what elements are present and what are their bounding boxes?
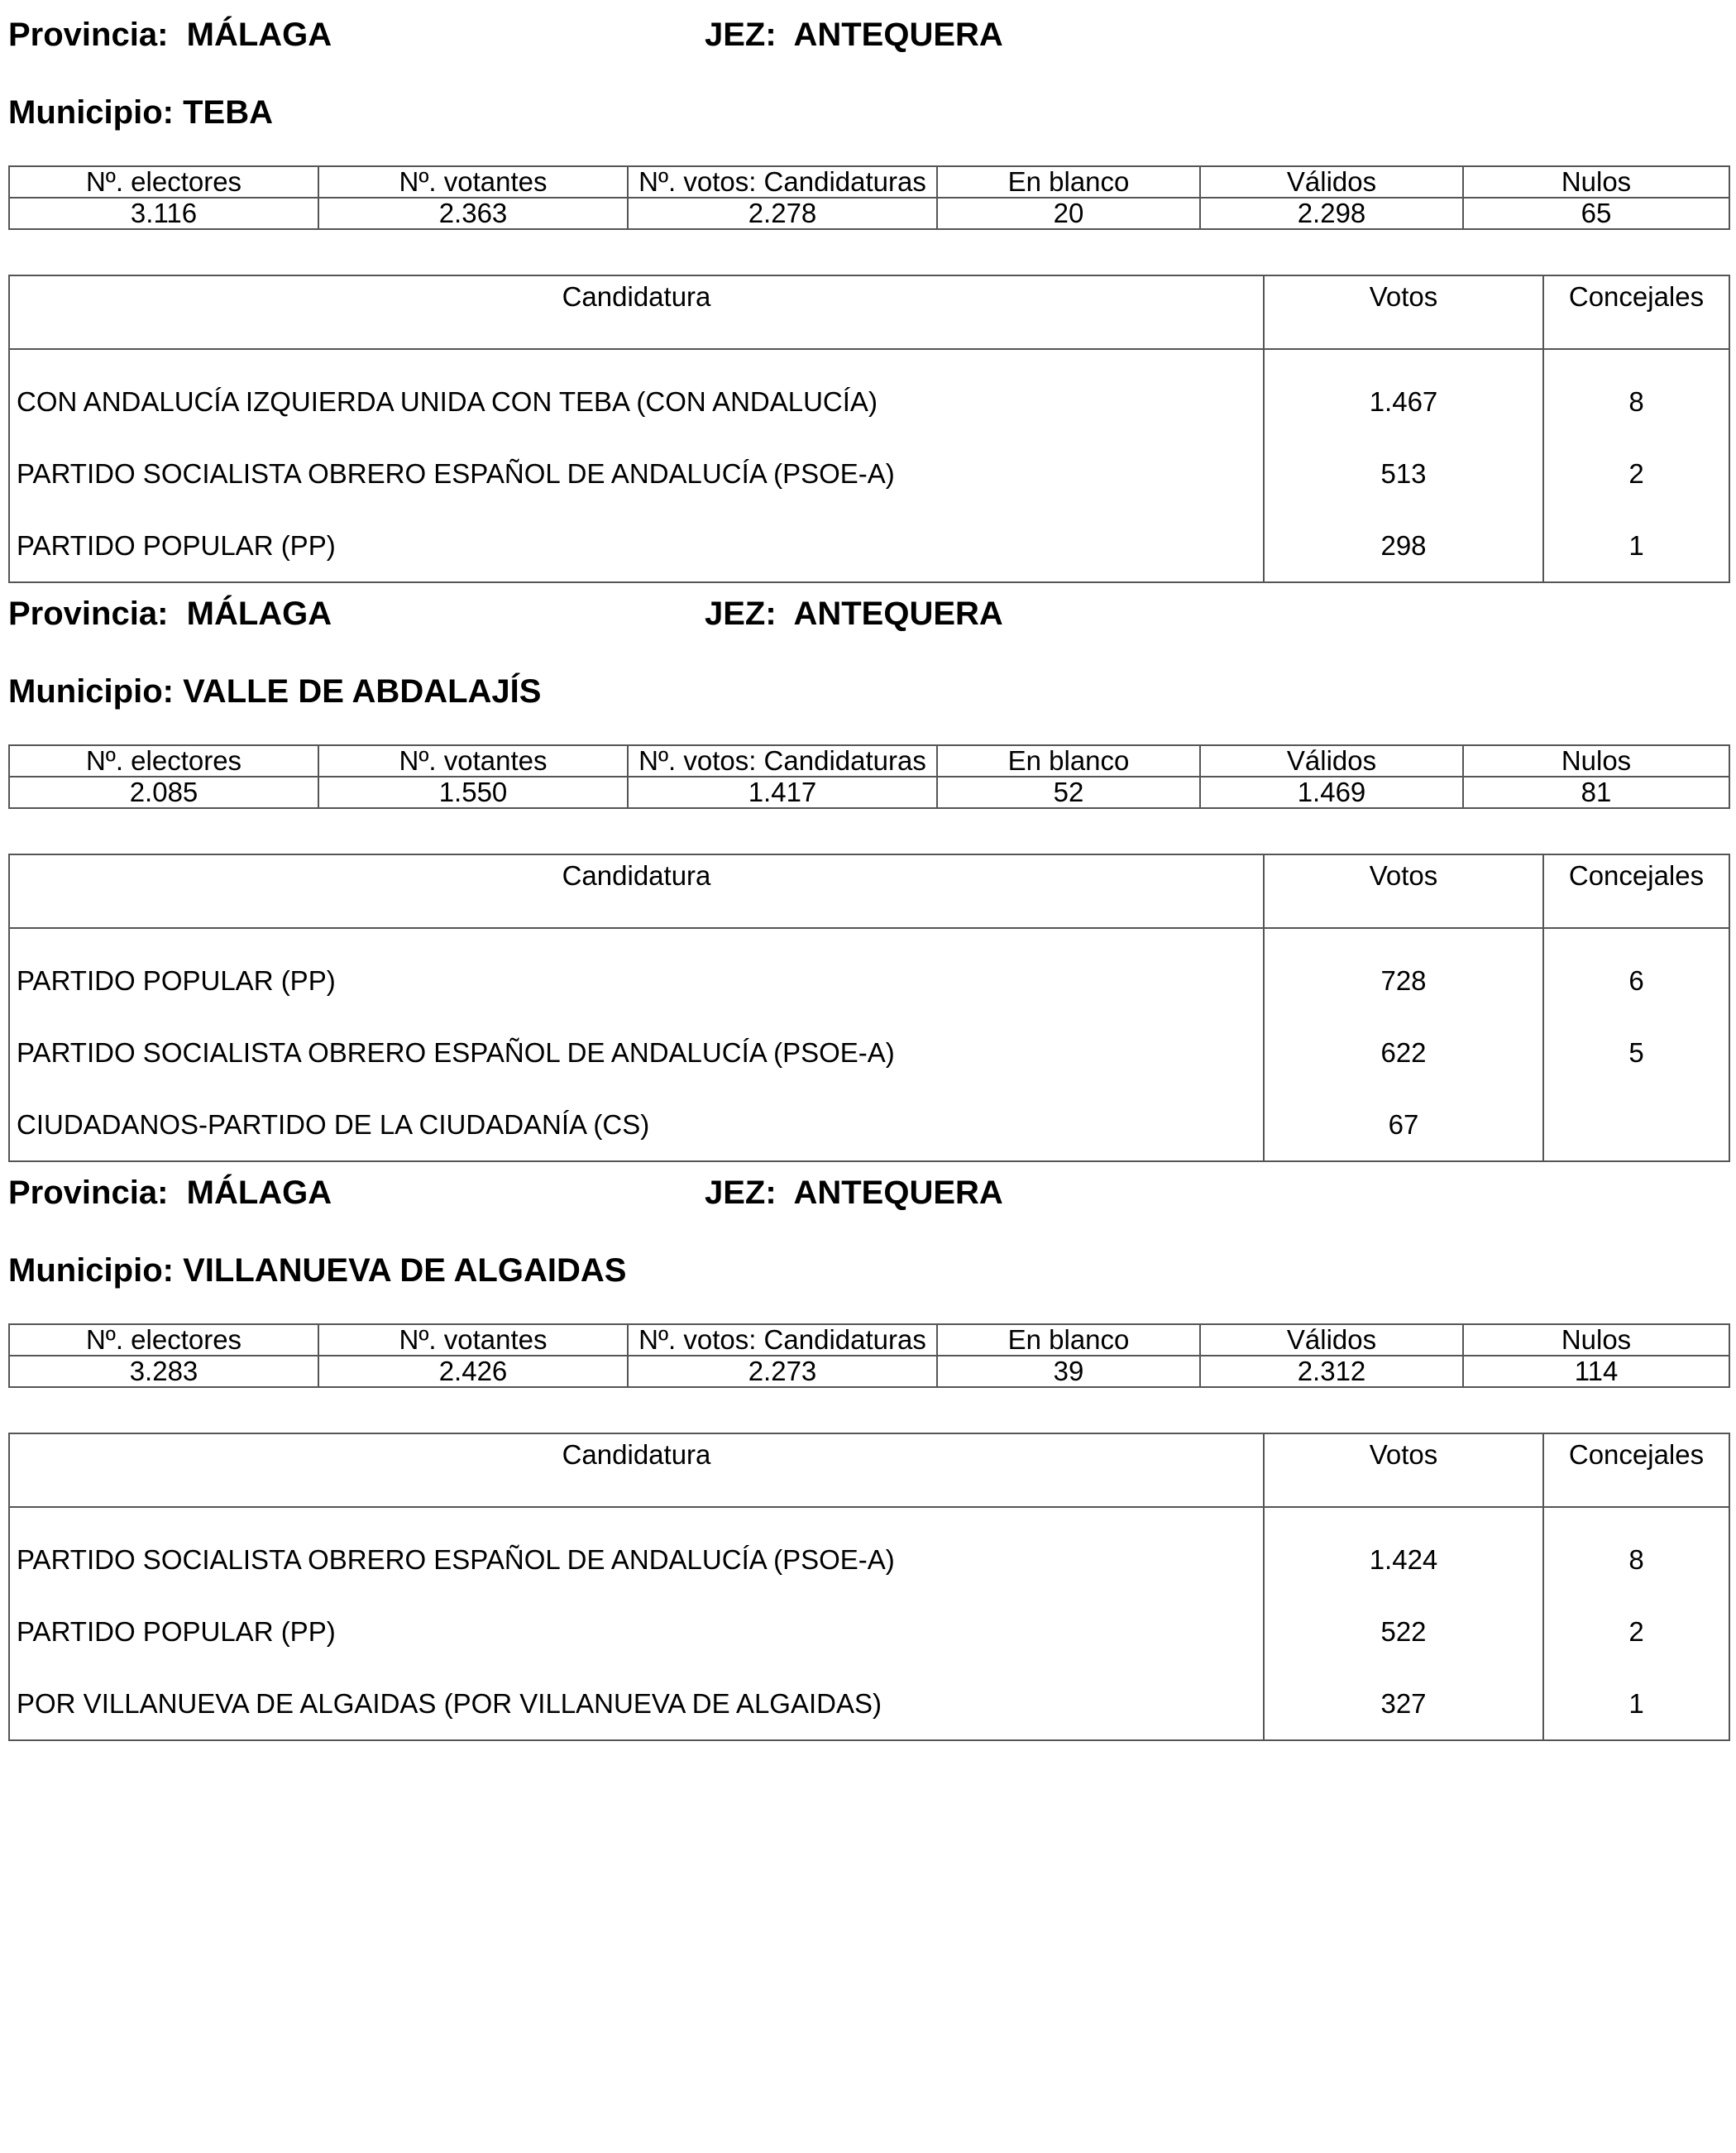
candidatura-row	[9, 438, 1729, 510]
candidatura-row	[9, 1507, 1729, 1596]
municipio-label: Municipio:	[8, 673, 174, 710]
candidaturas-table	[8, 854, 1730, 1162]
candidatura-votos: 1.424	[1264, 1507, 1543, 1596]
stats-value-cell: 3.283	[9, 1356, 318, 1387]
candidatura-name: PARTIDO SOCIALISTA OBRERO ESPAÑOL DE ANDALUCÍA (PSOE-A)	[9, 1507, 1264, 1596]
provincia-label: Provincia:	[8, 596, 169, 632]
candidatura-row	[9, 1667, 1729, 1740]
votos-header: Votos	[1264, 1433, 1543, 1507]
candidatura-name: CIUDADANOS-PARTIDO DE LA CIUDADANÍA (CS)	[9, 1088, 1264, 1161]
jez-value: ANTEQUERA	[793, 17, 1003, 53]
stats-table	[8, 1323, 1730, 1388]
stats-header-cell: Nulos	[1463, 745, 1729, 777]
jez-value: ANTEQUERA	[793, 596, 1003, 632]
candidatura-row	[9, 510, 1729, 582]
stats-table	[8, 744, 1730, 809]
municipio-section	[8, 587, 1729, 1166]
candidatura-row	[9, 1088, 1729, 1161]
municipio-value: VALLE DE ABDALAJÍS	[183, 673, 542, 710]
provincia-heading	[8, 596, 332, 632]
candidatura-row	[9, 349, 1729, 438]
stats-header-row	[9, 166, 1729, 198]
candidatura-votos: 513	[1264, 438, 1543, 510]
stats-value-cell: 52	[937, 777, 1200, 808]
candidatura-row	[9, 1596, 1729, 1667]
stats-value-cell: 2.363	[318, 198, 628, 229]
stats-header-cell: Válidos	[1200, 1324, 1463, 1356]
candidatura-concejales	[1543, 1088, 1729, 1161]
stats-header-cell: Nº. votantes	[318, 166, 628, 198]
stats-header-cell: Nº. votos: Candidaturas	[628, 166, 937, 198]
provincia-heading	[8, 17, 332, 53]
stats-value-cell: 3.116	[9, 198, 318, 229]
stats-value-row	[9, 198, 1729, 229]
concejales-header: Concejales	[1543, 854, 1729, 928]
stats-value-cell: 114	[1463, 1356, 1729, 1387]
stats-header-cell: Nº. votos: Candidaturas	[628, 1324, 937, 1356]
candidatura-name: POR VILLANUEVA DE ALGAIDAS (POR VILLANUEVA DE ALGAIDAS)	[9, 1667, 1264, 1740]
candidatura-row	[9, 928, 1729, 1017]
jez-label: JEZ:	[705, 596, 777, 632]
candidatura-votos: 327	[1264, 1667, 1543, 1740]
candidatura-votos: 522	[1264, 1596, 1543, 1667]
stats-header-row	[9, 745, 1729, 777]
concejales-header: Concejales	[1543, 275, 1729, 349]
stats-value-cell: 1.469	[1200, 777, 1463, 808]
votos-header: Votos	[1264, 854, 1543, 928]
municipio-section	[8, 8, 1729, 587]
stats-value-row	[9, 777, 1729, 808]
stats-value-cell: 1.550	[318, 777, 628, 808]
candidatura-name: PARTIDO SOCIALISTA OBRERO ESPAÑOL DE ANDALUCÍA (PSOE-A)	[9, 1017, 1264, 1088]
candidatura-concejales: 1	[1543, 1667, 1729, 1740]
candidatura-name: PARTIDO POPULAR (PP)	[9, 1596, 1264, 1667]
municipio-value: VILLANUEVA DE ALGAIDAS	[183, 1252, 627, 1289]
candidatura-name: CON ANDALUCÍA IZQUIERDA UNIDA CON TEBA (CON ANDALUCÍA)	[9, 349, 1264, 438]
jez-heading	[705, 596, 1003, 632]
stats-header-cell: Nº. votantes	[318, 745, 628, 777]
stats-header-cell: Nº. electores	[9, 745, 318, 777]
provincia-label: Provincia:	[8, 1175, 169, 1211]
stats-value-row	[9, 1356, 1729, 1387]
candidaturas-header-row	[9, 854, 1729, 928]
candidaturas-header-row	[9, 1433, 1729, 1507]
stats-value-cell: 2.426	[318, 1356, 628, 1387]
stats-value-cell: 20	[937, 198, 1200, 229]
jez-heading	[705, 1175, 1003, 1211]
candidatura-name: PARTIDO POPULAR (PP)	[9, 510, 1264, 582]
stats-header-cell: Válidos	[1200, 166, 1463, 198]
stats-value-cell: 2.273	[628, 1356, 937, 1387]
candidaturas-table	[8, 275, 1730, 583]
provincia-heading	[8, 1175, 332, 1211]
stats-header-cell: En blanco	[937, 166, 1200, 198]
municipio-section	[8, 1166, 1729, 1745]
municipio-label: Municipio:	[8, 1252, 174, 1289]
candidatura-name: PARTIDO SOCIALISTA OBRERO ESPAÑOL DE ANDALUCÍA (PSOE-A)	[9, 438, 1264, 510]
stats-header-cell: Nulos	[1463, 1324, 1729, 1356]
candidatura-concejales: 2	[1543, 1596, 1729, 1667]
stats-header-cell: Nº. votantes	[318, 1324, 628, 1356]
candidaturas-header-row	[9, 275, 1729, 349]
stats-value-cell: 2.298	[1200, 198, 1463, 229]
candidatura-concejales: 2	[1543, 438, 1729, 510]
stats-header-cell: Nº. votos: Candidaturas	[628, 745, 937, 777]
stats-header-cell: Nulos	[1463, 166, 1729, 198]
municipio-heading	[8, 1252, 626, 1289]
candidatura-name: PARTIDO POPULAR (PP)	[9, 928, 1264, 1017]
stats-header-cell: Nº. electores	[9, 1324, 318, 1356]
candidatura-concejales: 8	[1543, 1507, 1729, 1596]
stats-value-cell: 2.312	[1200, 1356, 1463, 1387]
municipio-heading	[8, 673, 541, 710]
stats-header-cell: En blanco	[937, 745, 1200, 777]
candidaturas-table	[8, 1433, 1730, 1741]
stats-value-cell: 1.417	[628, 777, 937, 808]
candidatura-header: Candidatura	[9, 854, 1264, 928]
candidatura-concejales: 1	[1543, 510, 1729, 582]
provincia-value: MÁLAGA	[186, 1175, 332, 1211]
candidatura-votos: 298	[1264, 510, 1543, 582]
jez-heading	[705, 17, 1003, 53]
candidatura-concejales: 5	[1543, 1017, 1729, 1088]
stats-header-row	[9, 1324, 1729, 1356]
candidatura-row	[9, 1017, 1729, 1088]
stats-header-cell: Válidos	[1200, 745, 1463, 777]
municipio-value: TEBA	[183, 94, 273, 131]
stats-value-cell: 81	[1463, 777, 1729, 808]
stats-value-cell: 2.278	[628, 198, 937, 229]
candidatura-header: Candidatura	[9, 275, 1264, 349]
candidatura-concejales: 6	[1543, 928, 1729, 1017]
jez-label: JEZ:	[705, 17, 777, 53]
stats-value-cell: 39	[937, 1356, 1200, 1387]
candidatura-concejales: 8	[1543, 349, 1729, 438]
candidatura-header: Candidatura	[9, 1433, 1264, 1507]
municipio-label: Municipio:	[8, 94, 174, 131]
provincia-value: MÁLAGA	[186, 596, 332, 632]
candidatura-votos: 67	[1264, 1088, 1543, 1161]
provincia-label: Provincia:	[8, 17, 169, 53]
candidatura-votos: 728	[1264, 928, 1543, 1017]
jez-value: ANTEQUERA	[793, 1175, 1003, 1211]
provincia-value: MÁLAGA	[186, 17, 332, 53]
stats-value-cell: 2.085	[9, 777, 318, 808]
stats-value-cell: 65	[1463, 198, 1729, 229]
concejales-header: Concejales	[1543, 1433, 1729, 1507]
jez-label: JEZ:	[705, 1175, 777, 1211]
candidatura-votos: 622	[1264, 1017, 1543, 1088]
stats-table	[8, 165, 1730, 230]
candidatura-votos: 1.467	[1264, 349, 1543, 438]
stats-header-cell: Nº. electores	[9, 166, 318, 198]
votos-header: Votos	[1264, 275, 1543, 349]
stats-header-cell: En blanco	[937, 1324, 1200, 1356]
municipio-heading	[8, 94, 273, 131]
